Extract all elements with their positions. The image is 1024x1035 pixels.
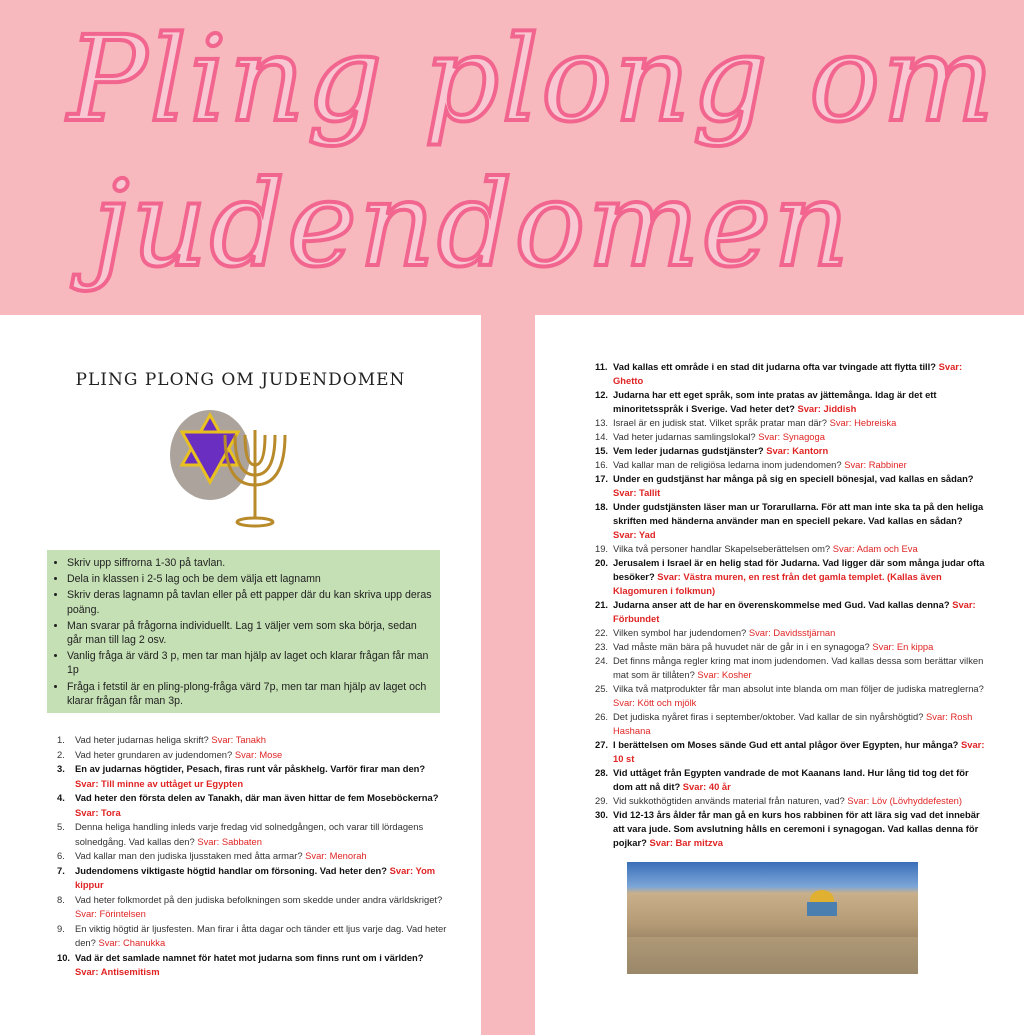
question-list-right <box>595 360 985 850</box>
question-item <box>595 556 985 598</box>
question-item <box>595 794 985 808</box>
jerusalem-photo <box>627 862 918 974</box>
question-item <box>595 458 985 472</box>
question-number: 21. <box>595 599 609 610</box>
answer-text: Svar: Davidsstjärnan <box>748 627 836 638</box>
question-number: 9. <box>57 922 65 934</box>
answer-text: Svar: Rosh Hashana <box>613 711 973 736</box>
rule-item: • Skriv upp siffrorna 1-30 på tavlan. <box>67 556 432 570</box>
question-number: 15. <box>595 445 609 456</box>
question-item <box>595 640 985 654</box>
question-text: Denna heliga handling inleds varje fredag vid solnedgången, och varar till lördagens solnedgång. Vad kallas den? <box>75 821 424 847</box>
banner-title-line2: judendomen <box>92 155 852 293</box>
question-text: En viktig högtid är ljusfesten. Man firar i åtta dagar och tänder ett ljus varje dag. Vad heter den? <box>75 922 447 948</box>
answer-text: Svar: Yad <box>613 529 656 540</box>
question-number: 10. <box>57 951 71 963</box>
question-number: 17. <box>595 473 609 484</box>
question-item <box>57 922 447 951</box>
rule-item: • Fråga i fetstil är en pling-plong-fråga värd 7p, men tar man hjälp av laget och klarar frågan får man 3p. <box>67 680 432 708</box>
question-text: Vad kallas ett område i en stad dit judarna ofta var tvingade att flytta till? <box>613 361 936 372</box>
question-item <box>57 951 447 980</box>
answer-text: Svar: Tanakh <box>211 734 266 745</box>
question-list-left <box>57 733 447 980</box>
question-text: Vilken symbol har judendomen? <box>613 627 747 638</box>
question-text: I berättelsen om Moses sände Gud ett antal plågor över Egypten, hur många? <box>613 739 959 750</box>
answer-text: Svar: Hebreiska <box>829 417 897 428</box>
answer-text: Svar: 40 år <box>682 781 731 792</box>
question-text: Vad måste män bära på huvudet när de går in i en synagoga? <box>613 641 870 652</box>
question-text: Vid uttåget från Egypten vandrade de mot Kaanans land. Hur lång tid tog det för dom att nå dit? <box>613 767 969 792</box>
question-item <box>595 766 985 794</box>
question-item <box>57 762 447 791</box>
left-document-page <box>0 315 481 1035</box>
question-text: Judarna anser att de har en överenskommelse med Gud. Vad kallas denna? <box>613 599 950 610</box>
question-number: 20. <box>595 557 609 568</box>
question-number: 13. <box>595 417 609 428</box>
question-number: 7. <box>57 864 65 876</box>
rule-item: • Vanlig fråga är värd 3 p, men tar man hjälp av laget och klarar frågan får man 1p <box>67 649 432 677</box>
question-item <box>57 820 447 849</box>
answer-text: Svar: 10 st <box>613 739 985 764</box>
answer-text: Svar: Bar mitzva <box>649 837 723 848</box>
question-text: Vid sukkothögtiden används material från naturen, vad? <box>613 795 845 806</box>
question-text: Vad heter grundaren av judendomen? <box>75 748 233 760</box>
question-text: Vad kallar man den judiska ljusstaken med åtta armar? <box>75 850 303 861</box>
question-text: Det judiska nyåret firas i september/oktober. Vad kallar de sin nyårshögtid? <box>613 711 924 722</box>
answer-text: Svar: Menorah <box>305 850 367 861</box>
question-item <box>595 500 985 542</box>
question-item <box>595 598 985 626</box>
question-number: 22. <box>595 627 609 638</box>
answer-text: Svar: Rabbiner <box>844 459 907 470</box>
question-item <box>595 542 985 556</box>
answer-text: Svar: Kosher <box>697 669 752 680</box>
question-text: Judarna har ett eget språk, som inte pratas av jättemånga. Idag är det ett minoritetsspråk i Sverige. Vad heter det? <box>613 389 937 414</box>
question-number: 30. <box>595 809 609 820</box>
question-number: 2. <box>57 748 65 760</box>
question-number: 8. <box>57 893 65 905</box>
question-number: 4. <box>57 792 65 803</box>
question-number: 26. <box>595 711 609 722</box>
question-item <box>57 893 447 922</box>
question-text: Judendomens viktigaste högtid handlar om försoning. Vad heter den? <box>75 864 388 876</box>
answer-text: Svar: Tallit <box>613 487 661 498</box>
answer-text: Svar: Antisemitism <box>75 966 160 977</box>
answer-text: Svar: Kött och mjölk <box>613 697 697 708</box>
question-number: 12. <box>595 389 609 400</box>
question-text: Under gudstjänsten läser man ur Torarullarna. För att man inte ska ta på den heliga skriften med händerna använder man en speciell pekare. Vad kallas en sådan? <box>613 501 984 526</box>
answer-text: Svar: Sabbaten <box>197 835 262 847</box>
rule-item: • Dela in klassen i 2-5 lag och be dem välja ett lagnamn <box>67 572 432 586</box>
question-text: Vad är det samlade namnet för hatet mot judarna som finns runt om i världen? <box>75 951 424 963</box>
question-text: Israel är en judisk stat. Vilket språk pratar man där? <box>613 417 827 428</box>
star-of-david-menorah-icon <box>160 400 320 535</box>
question-text: Vad kallar man de religiösa ledarna inom judendomen? <box>613 459 842 470</box>
question-item <box>595 682 985 710</box>
dome-of-the-rock-icon <box>627 862 918 974</box>
question-item <box>595 808 985 850</box>
question-number: 14. <box>595 431 609 442</box>
question-number: 11. <box>595 361 608 372</box>
question-item <box>595 626 985 640</box>
question-text: Vid 12-13 års ålder får man gå en kurs hos rabbinen för att lära sig vad det innebär att vara jude. Som avslutning hålls en ceremoni i synagogan. Vad kallas denna för pojkar? <box>613 809 980 848</box>
question-text: Vem leder judarnas gudstjänster? <box>613 445 764 456</box>
question-item <box>57 791 447 820</box>
game-rules-box <box>47 550 440 713</box>
question-text: En av judarnas högtider, Pesach, firas runt vår påskhelg. Varför firar man den? <box>75 763 426 774</box>
question-item <box>595 416 985 430</box>
answer-text: Svar: Chanukka <box>98 937 166 948</box>
answer-text: Svar: Kantorn <box>766 445 829 456</box>
banner-title-line1: Pling plong om <box>67 10 997 148</box>
question-text: Vad heter den första delen av Tanakh, där man även hittar de fem Moseböckerna? <box>75 792 439 803</box>
question-text: Vilka två matprodukter får man absolut inte blanda om man följer de judiska matreglerna? <box>613 683 984 694</box>
answer-text: Svar: Yom kippur <box>75 864 436 890</box>
question-number: 24. <box>595 655 609 666</box>
question-item <box>57 748 447 763</box>
answer-text: Svar: Västra muren, en rest från det gamla templet. (Kallas även Klagomuren i folkmun) <box>613 571 942 596</box>
question-text: Vad heter judarnas samlingslokal? <box>613 431 756 442</box>
question-number: 1. <box>57 734 65 745</box>
answer-text: Svar: Synagoga <box>758 431 825 442</box>
question-item <box>595 472 985 500</box>
answer-text: Svar: Löv (Lövhyddefesten) <box>847 795 963 806</box>
rule-item: • Man svarar på frågorna individuellt. Lag 1 väljer vem som ska börja, sedan går man till lag 2 osv. <box>67 619 432 647</box>
question-text: Vad heter judarnas heliga skrift? <box>75 734 209 745</box>
rule-item: • Skriv deras lagnamn på tavlan eller på ett papper där du kan skriva upp deras poäng. <box>67 588 432 616</box>
question-number: 27. <box>595 739 609 750</box>
question-number: 16. <box>595 459 609 470</box>
question-item <box>57 864 447 893</box>
question-item <box>595 738 985 766</box>
answer-text: Svar: Adam och Eva <box>832 543 918 554</box>
question-number: 18. <box>595 501 609 512</box>
question-text: Under en gudstjänst har många på sig en speciell bönesjal, vad kallas en sådan? <box>613 473 974 484</box>
answer-text: Svar: Ghetto <box>613 361 963 386</box>
question-item <box>595 388 985 416</box>
question-number: 25. <box>595 683 609 694</box>
question-item <box>595 430 985 444</box>
right-document-page <box>535 315 1024 1035</box>
question-item <box>57 849 447 864</box>
question-item <box>595 710 985 738</box>
question-number: 3. <box>57 763 65 774</box>
question-item <box>595 654 985 682</box>
question-item <box>595 360 985 388</box>
answer-text: Svar: Mose <box>234 748 283 760</box>
question-item <box>595 444 985 458</box>
question-item <box>57 733 447 748</box>
question-number: 28. <box>595 767 609 778</box>
question-number: 6. <box>57 850 65 861</box>
answer-text: Svar: Jiddish <box>797 403 857 414</box>
question-number: 5. <box>57 821 65 832</box>
question-number: 19. <box>595 543 609 554</box>
question-text: Det finns många regler kring mat inom judendomen. Vad kallas dessa som berättar vilken mat som är tillåten? <box>613 655 984 680</box>
document-title: PLING PLONG OM JUDENDOMEN <box>75 370 406 390</box>
answer-text: Svar: En kippa <box>872 641 934 652</box>
question-number: 23. <box>595 641 609 652</box>
question-text: Jerusalem i Israel är en helig stad för Judarna. Vad ligger där som många judar ofta besöker? <box>613 557 985 582</box>
answer-text: Svar: Till minne av uttåget ur Egypten <box>75 777 244 789</box>
question-number: 29. <box>595 795 609 806</box>
question-text: Vilka två personer handlar Skapelseberättelsen om? <box>613 543 831 554</box>
answer-text: Svar: Förintelsen <box>75 908 146 919</box>
question-text: Vad heter folkmordet på den judiska befolkningen som skedde under andra världskriget? <box>75 893 443 905</box>
answer-text: Svar: Tora <box>75 806 121 818</box>
answer-text: Svar: Förbundet <box>613 599 976 624</box>
